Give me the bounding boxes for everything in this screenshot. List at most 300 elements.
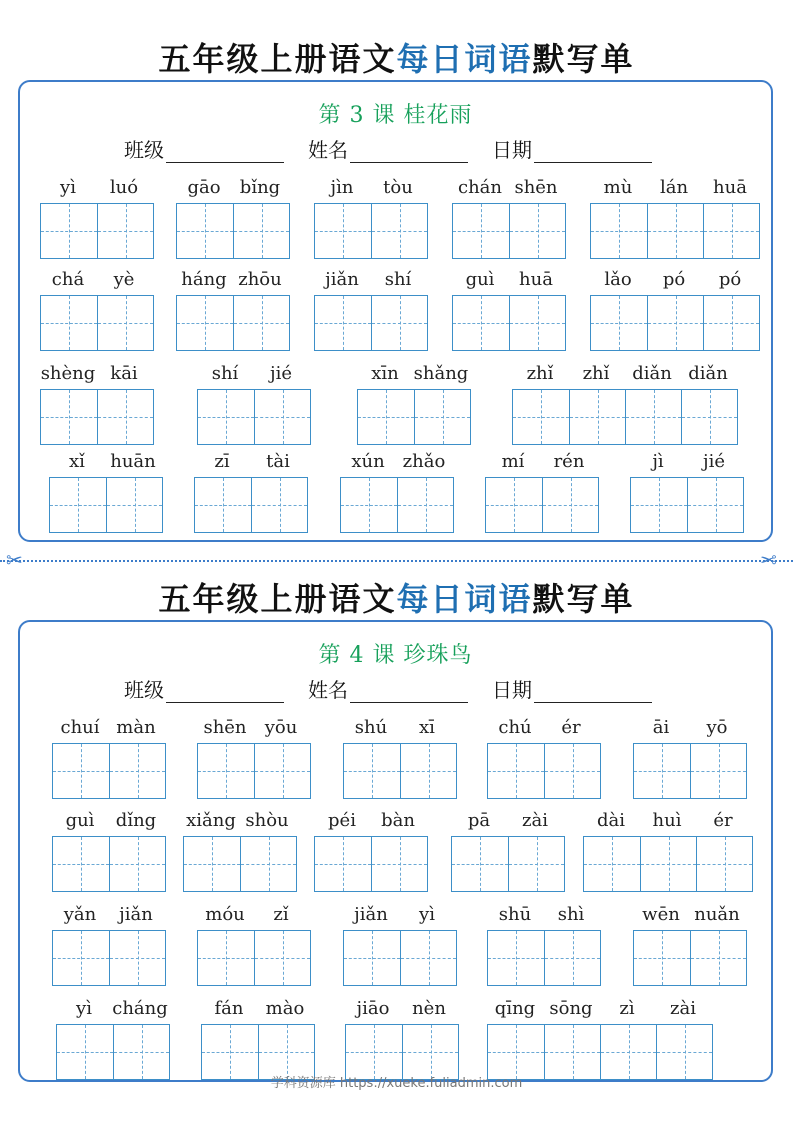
writing-grid [452,203,566,259]
pinyin-syllable: bǐng [239,177,281,198]
word-item [314,266,428,351]
tianzige-cell[interactable] [41,390,97,444]
tianzige-cell[interactable] [184,837,240,891]
pinyin [452,266,566,290]
info-field [124,674,284,703]
tianzige-cell[interactable] [400,931,456,985]
writing-grid [343,930,457,986]
tianzige-cell[interactable] [53,837,109,891]
tianzige-cell[interactable] [341,478,397,532]
tianzige-cell[interactable] [198,390,254,444]
pinyin-syllable: jiāo [356,998,390,1019]
pinyin [183,807,297,831]
tianzige-cell[interactable] [315,837,371,891]
word-item [340,448,454,533]
word-item [487,714,601,799]
pinyin [487,901,601,925]
tianzige-cell[interactable] [488,1025,544,1079]
word-item [40,174,154,259]
pinyin-syllable: jiǎn [325,269,359,290]
pinyin-syllable: chú [498,717,532,738]
pinyin [52,807,166,831]
tianzige-cell[interactable] [254,390,310,444]
tianzige-cell[interactable] [344,744,400,798]
pinyin [512,360,738,384]
writing-grid [512,389,738,445]
word-item [630,448,744,533]
info-blank-line[interactable] [534,142,652,163]
title-part: 默写单 [532,580,635,618]
tianzige-cell[interactable] [195,478,251,532]
pinyin-syllable: yè [113,269,135,290]
pinyin [452,174,566,198]
tianzige-cell[interactable] [453,204,509,258]
pinyin-syllable: shí [384,269,412,290]
tianzige-cell[interactable] [591,204,647,258]
writing-grid [314,836,428,892]
pinyin-syllable: jié [703,451,725,472]
pinyin-syllable: zì [619,998,635,1019]
pinyin [176,266,290,290]
tianzige-cell[interactable] [251,478,307,532]
writing-grid [197,389,311,445]
writing-grid [452,295,566,351]
writing-grid [52,743,166,799]
info-label: 姓名 [308,138,348,162]
word-item [176,174,290,259]
writing-grid [52,930,166,986]
writing-grid [590,295,760,351]
tianzige-cell[interactable] [53,744,109,798]
info-blank-line[interactable] [166,682,284,703]
writing-grid [485,477,599,533]
tianzige-cell[interactable] [346,1025,402,1079]
tianzige-cell[interactable] [106,478,162,532]
info-blank-line[interactable] [534,682,652,703]
pinyin-syllable: bàn [381,810,415,831]
pinyin-syllable: dǐng [115,810,157,831]
tianzige-cell[interactable] [254,744,310,798]
tianzige-cell[interactable] [696,837,752,891]
writing-grid [630,477,744,533]
pinyin-syllable: rén [553,451,585,472]
dictation-panel [18,620,773,1082]
tianzige-cell[interactable] [198,744,254,798]
pinyin-syllable: yì [419,904,435,925]
pinyin-syllable: zǐ [273,904,289,925]
tianzige-cell[interactable] [542,478,598,532]
pinyin-syllable: pā [467,810,491,831]
tianzige-cell[interactable] [254,931,310,985]
pinyin-syllable: mào [265,998,305,1019]
pinyin-syllable: tòu [383,177,413,198]
pinyin [590,174,760,198]
writing-grid [340,477,454,533]
pinyin-syllable: lǎo [604,269,632,290]
cut-line [0,560,793,566]
tianzige-cell[interactable] [584,837,640,891]
pinyin-syllable: màn [116,717,156,738]
pinyin [583,807,753,831]
word-item [176,266,290,351]
pinyin-syllable: yì [60,177,76,198]
pinyin-syllable: fán [214,998,244,1019]
tianzige-cell[interactable] [315,204,371,258]
pinyin [40,174,154,198]
title-part: 五年级上册语文 [158,40,397,78]
tianzige-cell[interactable] [233,204,289,258]
pinyin-syllable: zhōu [238,269,282,290]
writing-grid [197,930,311,986]
pinyin [314,807,428,831]
pinyin-syllable: xī [419,717,435,738]
tianzige-cell[interactable] [258,1025,314,1079]
tianzige-cell[interactable] [233,296,289,350]
tianzige-cell[interactable] [177,296,233,350]
writing-grid [583,836,753,892]
dictation-panel [18,80,773,542]
writing-grid [176,203,290,259]
pinyin [487,714,601,738]
pinyin-syllable: háng [181,269,227,290]
info-label: 班级 [124,678,164,702]
word-item [343,714,457,799]
pinyin-syllable: pó [662,269,686,290]
tianzige-cell[interactable] [41,204,97,258]
tianzige-cell[interactable] [687,478,743,532]
info-field [308,674,468,703]
pinyin [487,995,713,1019]
pinyin-syllable: chán [458,177,502,198]
pinyin-syllable: cháng [112,998,168,1019]
writing-grid [487,743,601,799]
writing-grid [176,295,290,351]
pinyin-syllable: yì [76,998,92,1019]
pinyin-syllable: xǐ [69,451,85,472]
word-item [49,448,163,533]
pinyin [176,174,290,198]
pinyin-syllable: nuǎn [694,904,740,925]
writing-grid [590,203,760,259]
pinyin [197,714,311,738]
pinyin-syllable: huān [110,451,156,472]
tianzige-cell[interactable] [315,296,371,350]
writing-grid [633,743,747,799]
writing-grid [357,389,471,445]
writing-grid [343,743,457,799]
info-field [308,134,468,163]
word-item [485,448,599,533]
pinyin [197,901,311,925]
word-item [52,714,166,799]
pinyin-syllable: shòu [245,810,289,831]
word-item [451,807,565,892]
sheet-title [0,34,793,80]
word-item [487,901,601,986]
info-blank-line[interactable] [166,142,284,163]
pinyin-syllable: jìn [330,177,354,198]
pinyin [314,266,428,290]
tianzige-cell[interactable] [656,1025,712,1079]
tianzige-cell[interactable] [634,931,690,985]
word-item [512,360,738,445]
pinyin [630,448,744,472]
pinyin [590,266,760,290]
pinyin-syllable: āi [652,717,670,738]
tianzige-cell[interactable] [400,744,456,798]
tianzige-cell[interactable] [513,390,569,444]
scissor-icon: ✂ [760,548,777,572]
tianzige-cell[interactable] [703,204,759,258]
writing-grid [183,836,297,892]
pinyin [343,714,457,738]
pinyin-syllable: nèn [412,998,446,1019]
pinyin-syllable: tài [266,451,290,472]
lesson-title: 第 4 课 珍珠鸟 [318,643,473,668]
pinyin-syllable: chá [51,269,85,290]
tianzige-cell[interactable] [600,1025,656,1079]
tianzige-cell[interactable] [509,204,565,258]
tianzige-cell[interactable] [177,204,233,258]
student-info [124,674,684,703]
word-item [343,901,457,986]
word-item [633,901,747,986]
tianzige-cell[interactable] [634,744,690,798]
pinyin [343,901,457,925]
word-item [197,360,311,445]
word-item [590,266,760,351]
tianzige-cell[interactable] [402,1025,458,1079]
pinyin [633,901,747,925]
info-label: 日期 [492,138,532,162]
pinyin-syllable: shēn [514,177,558,198]
pinyin-syllable: jiǎn [119,904,153,925]
pinyin-syllable: zhǎo [402,451,446,472]
pinyin-syllable: jié [270,363,292,384]
tianzige-cell[interactable] [453,296,509,350]
word-item [345,995,459,1080]
tianzige-cell[interactable] [703,296,759,350]
pinyin-syllable: mù [603,177,633,198]
pinyin-syllable: lán [659,177,689,198]
tianzige-cell[interactable] [647,204,703,258]
word-item [197,714,311,799]
tianzige-cell[interactable] [625,390,681,444]
pinyin [52,714,166,738]
info-blank-line[interactable] [350,682,468,703]
writing-grid [194,477,308,533]
tianzige-cell[interactable] [41,296,97,350]
tianzige-cell[interactable] [488,744,544,798]
writing-grid [487,930,601,986]
info-field [492,134,652,163]
pinyin [49,448,163,472]
pinyin-syllable: jì [652,451,664,472]
pinyin [633,714,747,738]
writing-grid [52,836,166,892]
info-field [492,674,652,703]
pinyin-syllable: diǎn [688,363,728,384]
tianzige-cell[interactable] [452,837,508,891]
tianzige-cell[interactable] [544,1025,600,1079]
tianzige-cell[interactable] [97,204,153,258]
tianzige-cell[interactable] [109,837,165,891]
pinyin [194,448,308,472]
tianzige-cell[interactable] [544,931,600,985]
word-item [633,714,747,799]
writing-grid [314,295,428,351]
pinyin-syllable: ér [713,810,733,831]
pinyin-syllable: dài [596,810,625,831]
word-item [52,901,166,986]
pinyin-syllable: xún [351,451,385,472]
tianzige-cell[interactable] [109,744,165,798]
tianzige-cell[interactable] [53,931,109,985]
footer-watermark: 学科资源库 https://xueke.fuliadmin.com [270,1076,523,1091]
student-info [124,134,684,163]
tianzige-cell[interactable] [640,837,696,891]
title-highlight: 每日词语 [396,580,533,618]
word-item [590,174,760,259]
writing-grid [451,836,565,892]
tianzige-cell[interactable] [486,478,542,532]
pinyin-syllable: zhǐ [582,363,610,384]
pinyin-syllable: shú [354,717,388,738]
tianzige-cell[interactable] [113,1025,169,1079]
pinyin-syllable: gāo [187,177,221,198]
word-item [40,266,154,351]
tianzige-cell[interactable] [371,296,427,350]
pinyin [40,266,154,290]
pinyin-syllable: móu [205,904,245,925]
writing-grid [197,743,311,799]
tianzige-cell[interactable] [647,296,703,350]
tianzige-cell[interactable] [631,478,687,532]
pinyin-syllable: shí [211,363,239,384]
pinyin-syllable: luó [109,177,139,198]
pinyin-syllable: shēn [203,717,247,738]
pinyin-syllable: yō [706,717,728,738]
pinyin-syllable: kāi [110,363,138,384]
pinyin-syllable: sōng [549,998,593,1019]
tianzige-cell[interactable] [371,837,427,891]
word-item [452,266,566,351]
pinyin [40,360,154,384]
pinyin [345,995,459,1019]
tianzige-cell[interactable] [569,390,625,444]
tianzige-cell[interactable] [690,931,746,985]
pinyin-syllable: guì [65,810,95,831]
pinyin-syllable: xiǎng [186,810,236,831]
word-item [314,807,428,892]
tianzige-cell[interactable] [358,390,414,444]
pinyin-syllable: yōu [264,717,298,738]
pinyin-syllable: mí [501,451,525,472]
pinyin [451,807,565,831]
pinyin-syllable: huā [519,269,553,290]
writing-grid [40,203,154,259]
pinyin-syllable: yǎn [63,904,97,925]
pinyin-syllable: shì [557,904,585,925]
pinyin-syllable: péi [328,810,356,831]
tianzige-cell[interactable] [371,204,427,258]
tianzige-cell[interactable] [591,296,647,350]
pinyin-syllable: qīng [494,998,536,1019]
word-item [183,807,297,892]
info-field [124,134,284,163]
tianzige-cell[interactable] [544,744,600,798]
tianzige-cell[interactable] [397,478,453,532]
writing-grid [40,295,154,351]
pinyin-syllable: jiǎn [354,904,388,925]
writing-grid [40,389,154,445]
pinyin [314,174,428,198]
writing-grid [633,930,747,986]
word-item [194,448,308,533]
tianzige-cell[interactable] [97,296,153,350]
scissor-icon: ✂ [6,548,23,572]
writing-grid [314,203,428,259]
pinyin [197,360,311,384]
tianzige-cell[interactable] [681,390,737,444]
pinyin-syllable: zài [522,810,548,831]
tianzige-cell[interactable] [414,390,470,444]
word-item [52,807,166,892]
tianzige-cell[interactable] [488,931,544,985]
pinyin [52,901,166,925]
pinyin-syllable: guì [465,269,495,290]
tianzige-cell[interactable] [509,296,565,350]
word-item [197,901,311,986]
pinyin-syllable: ér [561,717,581,738]
pinyin-syllable: huì [652,810,682,831]
pinyin [357,360,471,384]
word-item [583,807,753,892]
pinyin-syllable: huā [713,177,747,198]
info-label: 班级 [124,138,164,162]
tianzige-cell[interactable] [97,390,153,444]
tianzige-cell[interactable] [344,931,400,985]
pinyin-syllable: shèng [40,363,96,384]
word-item [314,174,428,259]
info-label: 日期 [492,678,532,702]
tianzige-cell[interactable] [198,931,254,985]
tianzige-cell[interactable] [202,1025,258,1079]
tianzige-cell[interactable] [50,478,106,532]
pinyin [485,448,599,472]
tianzige-cell[interactable] [690,744,746,798]
tianzige-cell[interactable] [240,837,296,891]
word-item [487,995,713,1080]
tianzige-cell[interactable] [57,1025,113,1079]
info-label: 姓名 [308,678,348,702]
info-blank-line[interactable] [350,142,468,163]
writing-grid [49,477,163,533]
pinyin-syllable: zī [214,451,230,472]
title-highlight: 每日词语 [396,40,533,78]
pinyin-syllable: diǎn [632,363,672,384]
word-item [452,174,566,259]
sheet-title [0,574,793,620]
pinyin-syllable: pó [718,269,742,290]
pinyin-syllable: shǎng [413,363,469,384]
tianzige-cell[interactable] [508,837,564,891]
pinyin-syllable: zhǐ [526,363,554,384]
tianzige-cell[interactable] [109,931,165,985]
pinyin-syllable: wēn [642,904,680,925]
pinyin-syllable: xīn [371,363,399,384]
word-item [201,995,315,1080]
